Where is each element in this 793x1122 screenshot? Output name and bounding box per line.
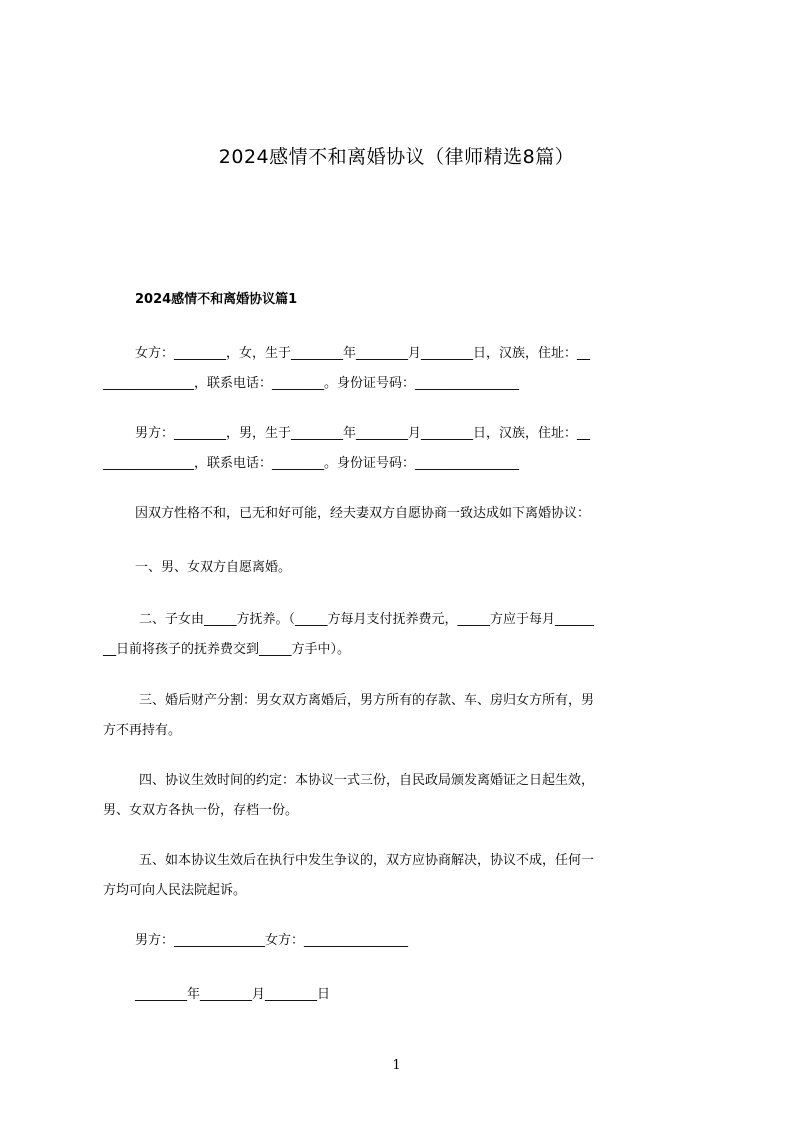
preamble-text: 因双方性格不和，已无和好可能，经夫妻双方自愿协商一致达成如下离婚协议： <box>135 506 591 521</box>
clause-4-paragraph <box>103 766 703 826</box>
clause-4-line-1: 四、协议生效时间的约定：本协议一式三份，自民政局颁发离婚证之日起生效， <box>139 773 595 788</box>
clause-1-text: 一、男、女双方自愿离婚。 <box>135 560 292 575</box>
clause-2-paragraph <box>103 605 703 665</box>
section-heading: 2024感情不和离婚协议篇1 <box>135 292 298 307</box>
page-number: 1 <box>392 1058 401 1073</box>
clause-5-paragraph <box>103 846 703 906</box>
signature-line: 男方：______________女方：________________ <box>135 933 409 948</box>
date-paragraph <box>103 980 703 1010</box>
male-party-line-2: ______________，联系电话：________。身份证号码：________________ <box>103 456 520 471</box>
clause-2-line-1: 二、子女由_____方抚养。（_____方每月支付抚养费元，_____方应于每月______ <box>139 612 595 627</box>
clause-2-line-2: __日前将孩子的抚养费交到_____方手中）。 <box>103 642 351 657</box>
clause-3-paragraph <box>103 686 703 746</box>
preamble-paragraph <box>103 499 703 529</box>
clause-5-line-2: 方均可向人民法院起诉。 <box>103 883 247 898</box>
clause-3-line-1: 三、婚后财产分割：男女双方离婚后，男方所有的存款、车、房归女方所有，男 <box>139 693 595 708</box>
female-party-paragraph <box>103 339 703 399</box>
date-line: ________年________月________日 <box>135 987 331 1002</box>
clause-5-line-1: 五、如本协议生效后在执行中发生争议的，双方应协商解决，协议不成，任何一 <box>139 853 595 868</box>
female-party-line-1: 女方：________，女，生于________年________月________日，汉族，住址：__ <box>135 346 591 361</box>
male-party-paragraph <box>103 419 703 479</box>
clause-3-line-2: 方不再持有。 <box>103 723 182 738</box>
female-party-line-2: ______________，联系电话：________。身份证号码：________________ <box>103 376 520 391</box>
document-title: 2024感情不和离婚协议（律师精选8篇） <box>218 146 575 168</box>
male-party-line-1: 男方：________，男，生于________年________月________日，汉族，住址：__ <box>135 426 591 441</box>
signature-paragraph <box>103 926 703 956</box>
clause-4-line-2: 男、女双方各执一份，存档一份。 <box>103 803 299 818</box>
clause-1-paragraph <box>103 553 703 583</box>
